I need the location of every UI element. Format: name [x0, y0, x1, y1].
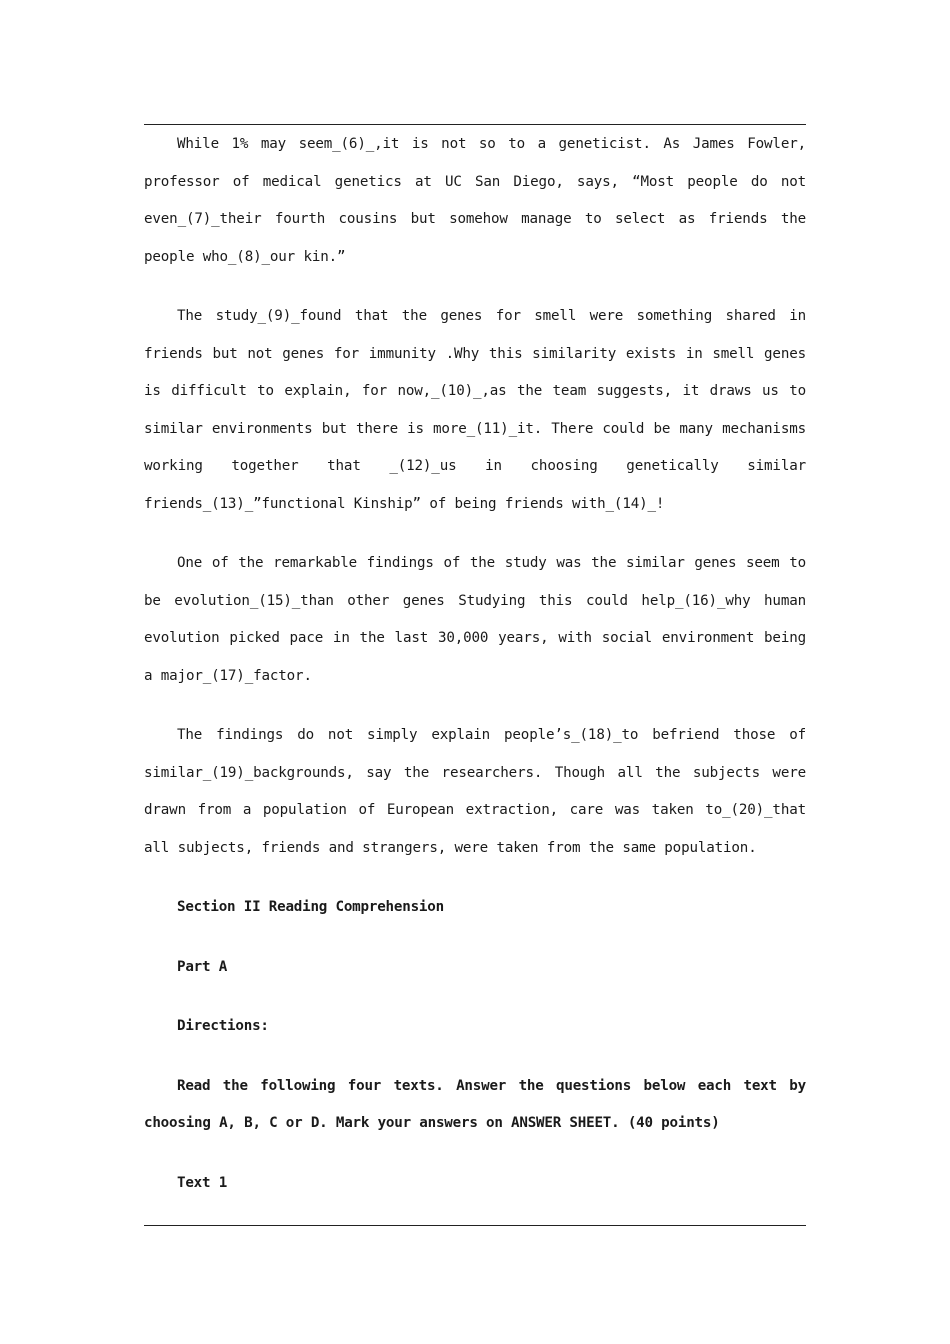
- paragraph-3: One of the remarkable findings of the study was the similar genes seem to be evolution_(15)_than other genes Studying this could help_(16)_why human evolution picked pace in the last 30,000 years, with social environment being a major_(17)_factor.: [144, 555, 806, 684]
- header-rule: [144, 124, 806, 125]
- part-title: Part A: [177, 958, 228, 975]
- page-body: [144, 126, 806, 1224]
- section-title: Section II Reading Comprehension: [177, 899, 444, 915]
- paragraph-4: The findings do not simply explain people’s_(18)_to befriend those of similar_(19)_backgrounds, say the researchers. Though all the subjects were drawn from a population of European extraction, care was taken to_(20)_that all subjects, friends and strangers, were taken from the same population.: [144, 727, 806, 856]
- directions-label: Directions:: [177, 1018, 269, 1034]
- footer-rule: [144, 1225, 806, 1226]
- directions-text: Read the following four texts. Answer the questions below each text by choosing A, B, C or D. Mark your answers on ANSWER SHEET. (40 points): [144, 1077, 806, 1131]
- text-label: Text 1: [177, 1174, 228, 1191]
- paragraph-1: While 1% may seem_(6)_,it is not so to a geneticist. As James Fowler, professor of medical genetics at UC San Diego, says, “Most people do not even_(7)_their fourth cousins but somehow manage to select as friends the people who_(8)_our kin.”: [144, 136, 806, 265]
- paragraph-2: The study_(9)_found that the genes for smell were something shared in friends but not genes for immunity .Why this similarity exists in smell genes is difficult to explain, for now,_(10)_,as the team suggests, it draws us to similar environments but there is more_(11)_it. There could be many mechanisms working together that _(12)_us in choosing genetically similar friends_(13)_”functional Kinship” of being friends with_(14)_!: [144, 308, 806, 512]
